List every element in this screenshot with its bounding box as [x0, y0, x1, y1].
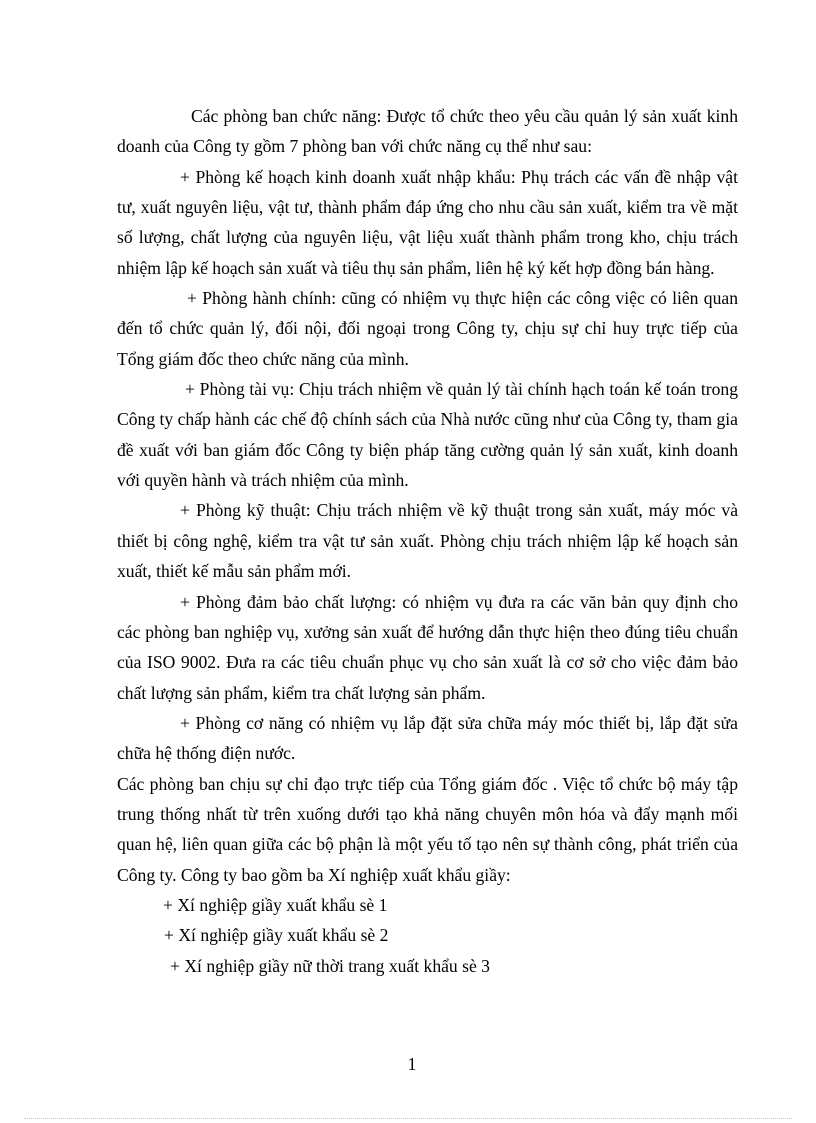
list-item-factory-1: + Xí nghiệp giầy xuất khẩu sè 1 [163, 894, 388, 915]
paragraph-mechanical-department: + Phòng cơ năng có nhiệm vụ lắp đặt sửa chữa máy móc thiết bị, lắp đặt sửa chữa hệ thống điện nước. [117, 712, 738, 764]
list-item-factory-3: + Xí nghiệp giầy nữ thời trang xuất khẩu sè 3 [170, 955, 490, 976]
footer-divider [24, 1118, 792, 1119]
paragraph-intro: Các phòng ban chức năng: Được tổ chức theo yêu cầu quản lý sản xuất kinh doanh của Công ty gồm 7 phòng ban với chức năng cụ thể như sau: [117, 106, 738, 157]
paragraph-finance-department: + Phòng tài vụ: Chịu trách nhiệm về quản lý tài chính hạch toán kế toán trong Công ty chấp hành các chế độ chính sách của Nhà nước cũng như của Công ty, tham gia đề xuất với ban giám đốc Công ty biện pháp tăng cường quản lý sản xuất, kinh doanh với quyền hành và trách nhiệm của mình. [117, 379, 738, 491]
document-body [117, 101, 738, 981]
paragraph-quality-department: + Phòng đảm bảo chất lượng: có nhiệm vụ đưa ra các văn bản quy định cho các phòng ban nghiệp vụ, xưởng sản xuất để hướng dẫn thực hiện theo đúng tiêu chuẩn của ISO 9002. Đưa ra các tiêu chuẩn phục vụ cho sản xuất là cơ sở cho việc đảm bảo chất lượng sản phẩm, kiểm tra chất lượng sản phẩm. [117, 591, 738, 703]
paragraph-administration-department: + Phòng hành chính: cũng có nhiệm vụ thực hiện các công việc có liên quan đến tổ chức quản lý, đối nội, đối ngoại trong Công ty, chịu sự chỉ huy trực tiếp của Tổng giám đốc theo chức năng của mình. [117, 288, 738, 369]
paragraph-organization-summary: Các phòng ban chịu sự chỉ đạo trực tiếp của Tổng giám đốc . Việc tổ chức bộ máy tập trung thống nhất từ trên xuống dưới tạo khả năng chuyên môn hóa và đẩy mạnh mối quan hệ, liên quan giữa các bộ phận là một yếu tố tạo nên sự thành công, phát triển của Công ty. Công ty bao gồm ba Xí nghiệp xuất khẩu giầy: [117, 773, 738, 885]
paragraph-technical-department: + Phòng kỹ thuật: Chịu trách nhiệm về kỹ thuật trong sản xuất, máy móc và thiết bị công nghệ, kiểm tra vật tư sản xuất. Phòng chịu trách nhiệm lập kế hoạch sản xuất, thiết kế mẫu sản phẩm mới. [117, 500, 738, 582]
list-item-factory-2: + Xí nghiệp giầy xuất khẩu sè 2 [164, 925, 389, 946]
page-number: 1 [407, 1054, 417, 1074]
paragraph-planning-department: + Phòng kế hoạch kinh doanh xuất nhập khẩu: Phụ trách các vấn đề nhập vật tư, xuất nguyên liệu, vật tư, thành phẩm đáp ứng cho nhu cầu sản xuất, kiểm tra về mặt số lượng, chất lượng của nguyên liệu, vật liệu xuất thành phẩm trong kho, chịu trách nhiệm lập kế hoạch sản xuất và tiêu thụ sản phẩm, liên hệ ký kết hợp đồng bán hàng. [117, 166, 738, 278]
